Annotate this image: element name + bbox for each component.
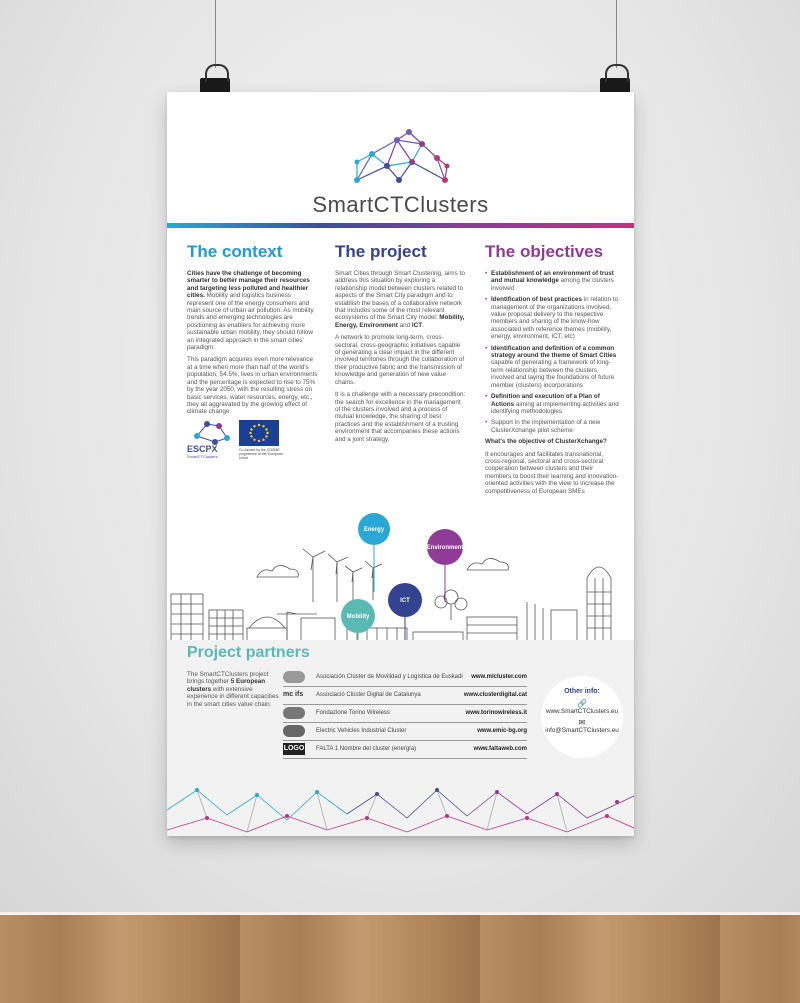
partner-name: FALTA 1 Nombre del cluster (energía) bbox=[316, 746, 417, 752]
escp-subtext: SmartCTClusters bbox=[187, 454, 218, 459]
partner-website[interactable]: www.faltaweb.com bbox=[473, 746, 527, 752]
objectives-list bbox=[485, 270, 619, 434]
project-p1-end: . bbox=[422, 321, 424, 329]
wooden-floor bbox=[0, 912, 800, 1003]
partners-intro-bold: 5 European clusters bbox=[187, 678, 266, 693]
partner-name: Associació Clúster Digital de Catalunya bbox=[316, 692, 421, 698]
partner-website[interactable]: www.mlcluster.com bbox=[471, 674, 527, 680]
objective-bold: Identification of best practices bbox=[491, 296, 582, 304]
objective-text: aiming at implementing activities and identifying methodologies bbox=[491, 400, 619, 415]
objective-text: capable of generating a framework of long-term relationship between the clusters involved and laying the foundations of future member (clusters) incorporations bbox=[491, 359, 615, 389]
hanging-string-left bbox=[215, 0, 216, 68]
email-link[interactable]: info@SmartCTClusters.eu bbox=[545, 727, 619, 734]
ict-bubble-label: ICT bbox=[400, 598, 410, 604]
website-link[interactable]: www.SmartCTClusters.eu bbox=[545, 708, 619, 715]
objective-bold: Definition and execution of a Plan of Actions bbox=[491, 393, 600, 408]
partner-row bbox=[283, 670, 527, 687]
brand-title: SmartCTClusters bbox=[312, 192, 489, 217]
partner-website[interactable]: www.emic-bg.org bbox=[477, 728, 527, 734]
dome-network-logo bbox=[167, 92, 634, 192]
partner-logo-placeholder: LOGO bbox=[283, 743, 305, 755]
energy-bubble-label: Energy bbox=[363, 527, 385, 533]
context-lead: Cities have the challenge of becoming smarter to better manage their resources and targeting less polluted and healthier cities. bbox=[187, 270, 310, 300]
other-info-title: Other info: bbox=[564, 688, 600, 695]
partners-heading: Project partners bbox=[187, 644, 310, 661]
project-paragraph-3: It is a challenge with a necessary precondition: the search for excellence in the management of the clusters involved and a process of mutual knowledge, the sharing of best practices and the establishment of a trusting environment that accompanies these actions and a joint strategy. bbox=[335, 391, 466, 443]
objectives-heading: The objectives bbox=[485, 242, 604, 261]
objectives-question-text: What's the objective of ClusterXchange? bbox=[485, 438, 607, 446]
partners-intro-b: with extensive experience in different capacities in the smart cities value chain: bbox=[187, 685, 279, 708]
objective-text: among the clusters involved bbox=[491, 277, 614, 292]
partner-website[interactable]: www.torinowireless.it bbox=[465, 710, 527, 716]
objective-bold: Establishment of an environment of trust and mutual knowledge bbox=[491, 270, 614, 285]
partners-intro bbox=[187, 671, 281, 708]
objective-text: Support in the implementation of a new ClusterXchange pilot scheme bbox=[491, 419, 601, 434]
city-illustration bbox=[167, 432, 634, 642]
city-skyline bbox=[167, 432, 634, 642]
partners-section bbox=[167, 640, 634, 836]
project-p1-ict: ICT bbox=[411, 321, 423, 329]
partner-row bbox=[283, 688, 527, 705]
project-heading: The project bbox=[335, 242, 427, 261]
project-p1-and: and bbox=[397, 321, 412, 329]
project-paragraph-1 bbox=[335, 270, 467, 329]
objective-bold: Identification and definition of a common strategy around the theme of Smart Cities bbox=[491, 344, 617, 360]
gradient-divider bbox=[167, 223, 634, 228]
eu-caption: Co-funded by the COSME programme of the European Union bbox=[239, 448, 283, 460]
escp-text: ESCP bbox=[187, 444, 212, 454]
project-p1-themes: Mobility, Energy, Environment bbox=[335, 314, 465, 329]
context-paragraph-1 bbox=[187, 270, 319, 351]
project-column bbox=[335, 242, 467, 448]
partner-logo bbox=[283, 725, 305, 737]
poster bbox=[167, 92, 634, 836]
objective-text: in relation to management of the organizations involved, value proposal delivery to the respective members and sharing of the know-how associated with reference themes (mobility, energy, environment, ICT, etc) bbox=[491, 296, 619, 341]
partner-logo bbox=[283, 707, 305, 719]
objective-item bbox=[491, 393, 619, 415]
partner-row bbox=[283, 742, 527, 759]
partner-name: Fondazione Torino Wireless bbox=[316, 710, 390, 716]
objective-item bbox=[491, 296, 619, 340]
link-icon: 🔗 bbox=[577, 699, 587, 708]
objectives-answer: It encourages and facilitates transnational, cross-regional, sectoral and cross-sectoral cooperation between clusters and their members to boost their learning and innovation-oriented activities with the view to increase the competitiveness of European SMEs bbox=[485, 450, 619, 495]
partner-name: Electric Vehicles Industrial Cluster bbox=[316, 728, 407, 734]
partners-intro-a: The SmartCTClusters project brings together bbox=[187, 671, 269, 686]
objective-item bbox=[491, 345, 619, 389]
context-column bbox=[187, 242, 319, 421]
context-heading: The context bbox=[187, 242, 283, 261]
context-paragraph-2: This paradigm acquires even more relevance at a time when more than half of the world's population, 54.5%, lives in urban environments and the percentage is expected to rise to 75% by the year 2050, with the resulting stress on basic services, water resources, energy, etc., they all aggravated by the growing effect of climate change. bbox=[187, 356, 318, 416]
other-info-circle bbox=[541, 676, 623, 758]
partner-logo bbox=[283, 671, 305, 683]
envelope-icon: ✉ bbox=[578, 718, 586, 727]
project-p1-start: Smart Cities through Smart Clustering, aims to address this situation by exploring a relationship model between clusters related to aspects of the Smart City paradigm and to establish the bases of a collaborative network that includes some of the most relevant ecosystems of the Smart City model: bbox=[335, 270, 465, 322]
partner-row bbox=[283, 724, 527, 741]
objective-item bbox=[491, 270, 619, 292]
partner-row bbox=[283, 706, 527, 723]
hanging-string-right bbox=[616, 0, 617, 68]
environment-bubble-label: Environment bbox=[426, 545, 464, 551]
network-pattern bbox=[167, 770, 634, 836]
project-paragraph-2: A network to promote long-term, cross-sectoral, cross-geographic initiatives capable of generating a clear impact in the different involved territories through the collaboration of their productive fabric and the transmission of knowledge and generation of new value chains. bbox=[335, 334, 465, 386]
escp-x-text: X bbox=[211, 444, 218, 454]
context-p1-text: Mobility and logistics business represent one of the energy consumers and main source of urban air pollution. As mobility trends and emerging technologies are positioning as enablers for achieving more sustainable urban mobility, they should follow an integrated approach in the smart cities' paradigm. bbox=[187, 292, 314, 352]
mobility-bubble-label: Mobility bbox=[346, 614, 370, 620]
partner-name: Asociación Clúster de Movilidad y Logística de Euskadi bbox=[316, 674, 463, 680]
logo-area bbox=[167, 92, 634, 232]
partner-logo: mc ifs bbox=[283, 691, 304, 698]
partner-website[interactable]: www.clusterdigital.cat bbox=[463, 692, 527, 698]
